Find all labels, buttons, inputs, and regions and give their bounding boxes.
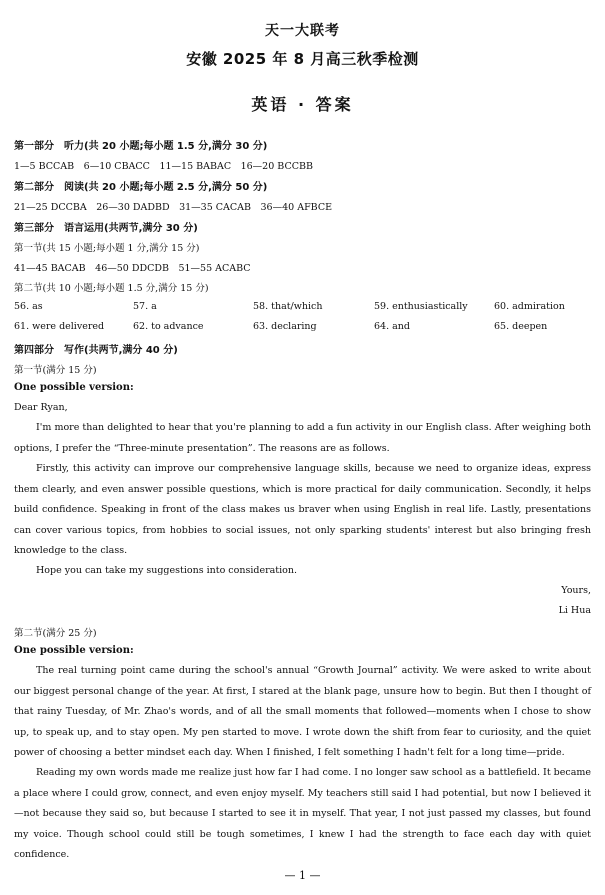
- part4-heading: 第四部分 写作(共两节,满分 40 分): [14, 345, 178, 356]
- exam-title: 安徽 2025 年 8 月高三秋季检测: [186, 50, 419, 68]
- fill-answer: 58. that/which: [253, 301, 323, 312]
- letter-paragraph-2: Firstly, this activity can improve our comprehensive language skills, because we need to organize ideas, express them clearly, and even answer possible questions, which is more practical for daily communication. Secondly, it helps build confidence. Speaking in front of the class makes us braver when using English in real life. Lastly, presentations can cover various topics, from hobbies to social issues, not only sparking students' interest but also bringing fresh knowledge to the class.: [14, 463, 591, 556]
- exam-org-title: 天一大联考: [265, 23, 340, 39]
- story-paragraph-2: Reading my own words made me realize just how far I had come. I no longer saw school as a battlefield. It became a place where I could grow, connect, and even enjoy myself. My teachers still said I had potential, but now I believed it—not because they said so, but because I started to see it in myself. That year, I not just passed my classes, but found my voice. Though school could still be tough sometimes, I knew I had the strength to face each day with quiet confidence.: [14, 767, 591, 860]
- part1-heading: 第一部分 听力(共 20 小题;每小题 1.5 分,满分 30 分): [14, 141, 268, 152]
- part4-section2-heading: 第二节(满分 25 分): [14, 628, 97, 639]
- part3-section1-heading: 第一节(共 15 小题;每小题 1 分,满分 15 分): [14, 243, 200, 254]
- fill-answer: 64. and: [374, 321, 410, 332]
- fill-answer: 59. enthusiastically: [374, 301, 468, 312]
- part3-section1-answers: 41—45 BACAB 46—50 DDCDB 51—55 ACABC: [14, 263, 251, 274]
- part3-section2-heading: 第二节(共 10 小题;每小题 1.5 分,满分 15 分): [14, 283, 209, 294]
- fill-answer: 57. a: [133, 301, 157, 312]
- fill-answer: 65. deepen: [494, 321, 548, 332]
- version-label-2: One possible version:: [14, 645, 134, 656]
- letter-signature: Li Hua: [558, 605, 591, 616]
- part1-answers: 1—5 BCCAB 6—10 CBACC 11—15 BABAC 16—20 BCCBB: [14, 161, 313, 172]
- letter-paragraph-1: I'm more than delighted to hear that you're planning to add a fun activity in our English class. After weighing both options, I prefer the “Three-minute presentation”. The reasons are as follows.: [14, 422, 591, 454]
- fill-answer: 63. declaring: [253, 321, 317, 332]
- version-label: One possible version:: [14, 382, 134, 393]
- subject-title: 英语 · 答案: [251, 95, 354, 114]
- story-paragraph-1: The real turning point came during the school's annual “Growth Journal” activity. We were asked to write about our biggest personal change of the year. At first, I stared at the blank page, unsure how to begin. But then I thought of that rainy Tuesday, of Mr. Zhao's words, and of all the small moments that followed—moments when I chose to show up, to speak up, and to stay open. My pen started to move. I wrote down the shift from fear to curiosity, and the quiet power of choosing a better mindset each day. When I finished, I felt something I hadn't felt for a long time—pride.: [14, 665, 591, 758]
- fill-answer: 61. were delivered: [14, 321, 105, 332]
- part2-answers: 21—25 DCCBA 26—30 DADBD 31—35 CACAB 36—40 AFBCE: [14, 202, 333, 213]
- part4-section1-heading: 第一节(满分 15 分): [14, 365, 97, 376]
- page-number: — 1 —: [284, 869, 321, 882]
- letter-greeting: Dear Ryan,: [14, 402, 68, 413]
- fill-answer: 62. to advance: [133, 321, 204, 332]
- part2-heading: 第二部分 阅读(共 20 小题;每小题 2.5 分,满分 50 分): [14, 182, 268, 193]
- fill-answer: 56. as: [14, 301, 43, 312]
- letter-closing: Yours,: [561, 585, 591, 596]
- fill-answer: 60. admiration: [494, 301, 565, 312]
- letter-paragraph-3: Hope you can take my suggestions into consideration.: [36, 565, 297, 576]
- part3-heading: 第三部分 语言运用(共两节,满分 30 分): [14, 223, 198, 234]
